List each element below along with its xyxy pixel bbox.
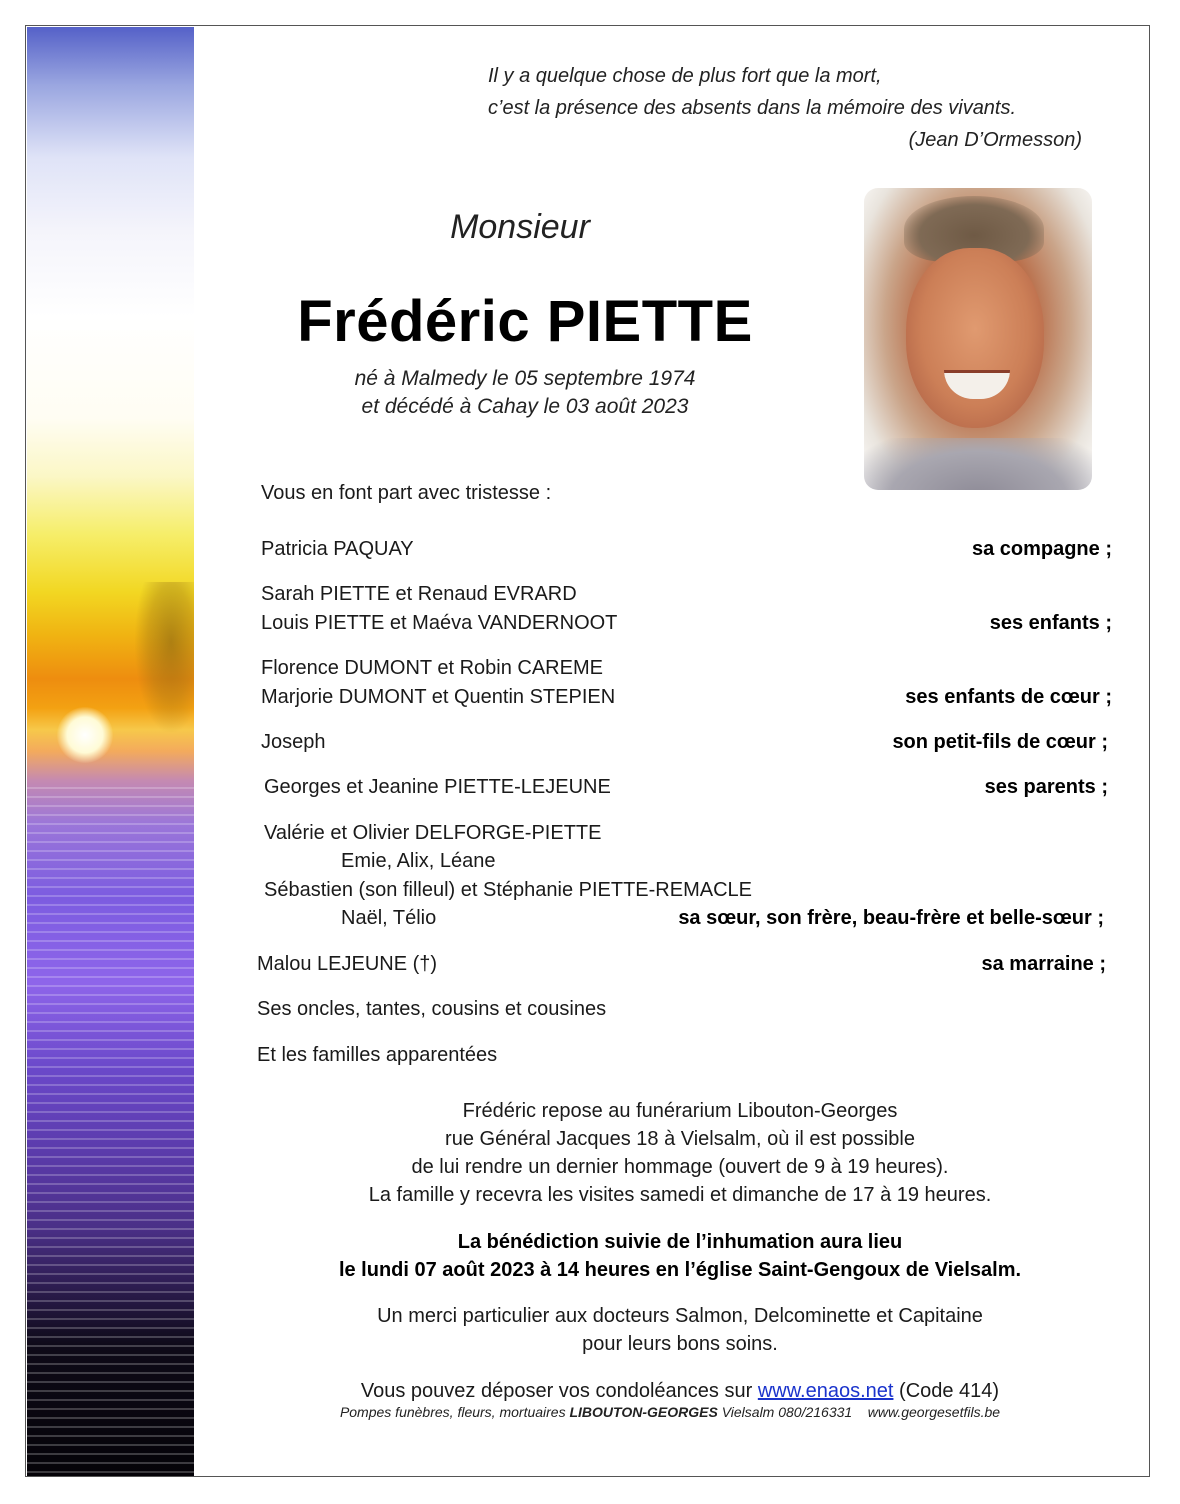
sunset-lake-image	[27, 27, 194, 1476]
family-role: son petit-fils de cœur ;	[892, 731, 1108, 753]
family-name: Naël, Télio	[341, 907, 437, 929]
honorific-title: Monsieur	[450, 208, 590, 246]
footer-location-phone: Vielsalm 080/216331	[721, 1404, 853, 1420]
family-name: Et les familles apparentées	[257, 1044, 498, 1066]
thanks-message	[240, 1302, 1120, 1358]
family-name: Georges et Jeanine PIETTE-LEJEUNE	[264, 776, 611, 798]
footer-company: LIBOUTON-GEORGES	[569, 1404, 718, 1420]
quote-line: c’est la présence des absents dans la mémoire des vivants.	[488, 97, 1017, 119]
family-role: sa compagne ;	[971, 538, 1112, 560]
family-name: Valérie et Olivier DELFORGE-PIETTE	[264, 822, 602, 844]
ceremony-line: le lundi 07 août 2023 à 14 heures en l’église Saint-Gengoux de Vielsalm.	[338, 1259, 1022, 1281]
condolences-text: Vous pouvez déposer vos condoléances sur	[360, 1380, 753, 1402]
visitation-line: rue Général Jacques 18 à Vielsalm, où il est possible	[445, 1128, 915, 1150]
condolences-link[interactable]: www.enaos.net	[757, 1380, 894, 1402]
visitation-line: Frédéric repose au funérarium Libouton-Georges	[462, 1100, 898, 1122]
footer-website[interactable]: www.georgesetfils.be	[867, 1404, 1001, 1420]
family-name: Marjorie DUMONT et Quentin STEPIEN	[261, 686, 616, 708]
visitation-info	[240, 1097, 1120, 1209]
birth-line: né à Malmedy le 05 septembre 1974	[354, 367, 696, 390]
tree-silhouette-image	[135, 582, 194, 732]
quote-line: Il y a quelque chose de plus fort que la mort,	[488, 65, 882, 87]
family-name: Sarah PIETTE et Renaud EVRARD	[261, 583, 577, 605]
portrait-shirt	[864, 438, 1092, 490]
visitation-line: de lui rendre un dernier hommage (ouvert de 9 à 19 heures).	[411, 1156, 949, 1178]
thanks-line: pour leurs bons soins.	[582, 1333, 778, 1355]
birth-death-dates	[270, 365, 780, 421]
family-role: sa marraine ;	[981, 953, 1106, 975]
condolences-line	[240, 1377, 1120, 1405]
family-role: sa sœur, son frère, beau-frère et belle-sœur ;	[678, 907, 1104, 929]
family-name: Louis PIETTE et Maéva VANDERNOOT	[261, 612, 618, 634]
water-reflection-image	[27, 787, 194, 1476]
deceased-name: Frédéric PIETTE	[297, 289, 753, 354]
ceremony-info	[240, 1228, 1120, 1284]
footer-services: Pompes funèbres, fleurs, mortuaires	[339, 1404, 566, 1420]
epigraph-quote	[488, 60, 1108, 156]
intro-text: Vous en font part avec tristesse :	[261, 482, 552, 504]
ceremony-line: La bénédiction suivie de l’inhumation aura lieu	[457, 1231, 903, 1253]
visitation-line: La famille y recevra les visites samedi et dimanche de 17 à 19 heures.	[368, 1184, 992, 1206]
funeral-home-footer	[240, 1404, 1100, 1420]
family-name: Malou LEJEUNE (†)	[257, 953, 438, 975]
family-name: Sébastien (son filleul) et Stéphanie PIETTE-REMACLE	[264, 879, 752, 901]
thanks-line: Un merci particulier aux docteurs Salmon, Delcominette et Capitaine	[377, 1305, 983, 1327]
family-name: Emie, Alix, Léane	[341, 850, 496, 872]
family-name: Florence DUMONT et Robin CAREME	[261, 657, 603, 679]
portrait-photo	[864, 188, 1092, 490]
portrait-face	[906, 248, 1044, 428]
family-name: Ses oncles, tantes, cousins et cousines	[257, 998, 607, 1020]
quote-author: (Jean D’Ormesson)	[908, 129, 1082, 151]
family-name: Patricia PAQUAY	[261, 538, 414, 560]
sun-image	[57, 707, 113, 763]
death-line: et décédé à Cahay le 03 août 2023	[361, 395, 689, 418]
family-name: Joseph	[261, 731, 326, 753]
family-role: ses enfants de cœur ;	[905, 686, 1112, 708]
condolences-code: (Code 414)	[899, 1380, 1000, 1402]
family-role: ses parents ;	[984, 776, 1108, 798]
family-role: ses enfants ;	[989, 612, 1112, 634]
